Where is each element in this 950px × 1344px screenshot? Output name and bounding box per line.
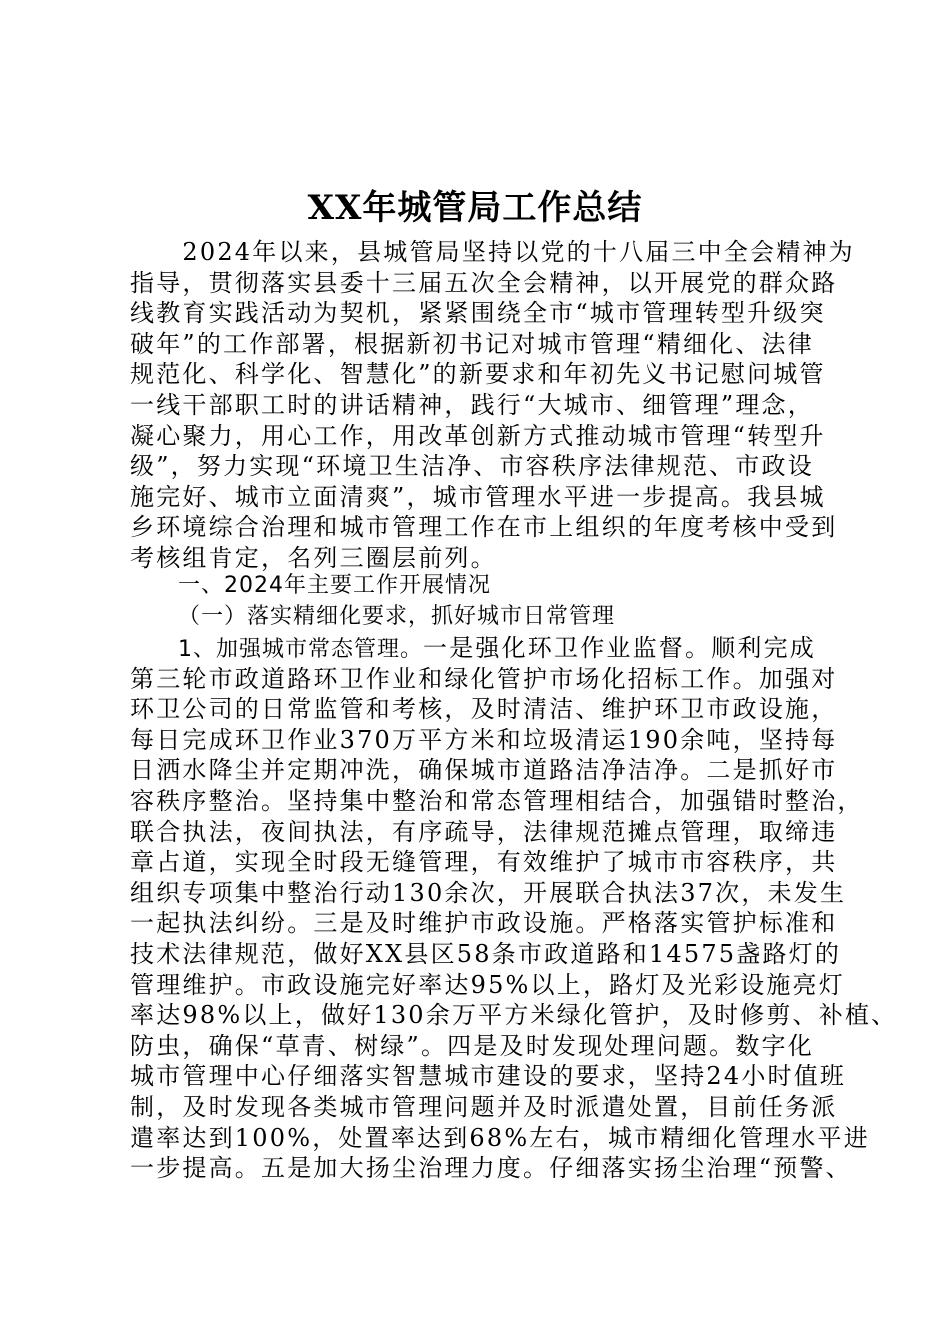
paragraph-line: 规范化、科学化、智慧化”的新要求和年初先义书记慰问城管 bbox=[130, 360, 826, 389]
paragraph-line: 级”，努力实现“环境卫生洁净、市容秩序法律规范、市政设 bbox=[130, 452, 814, 481]
paragraph-line: 破年”的工作部署，根据新初书记对城市管理“精细化、法律 bbox=[130, 329, 814, 358]
paragraph-line: 一线干部职工时的讲话精神，践行“大城市、细管理”理念， bbox=[130, 390, 814, 419]
paragraph-line: 线教育实践活动为契机，紧紧围绕全市“城市管理转型升级突 bbox=[130, 299, 826, 328]
paragraph-line: 凝心聚力，用心工作，用改革创新方式推动城市管理“转型升 bbox=[130, 421, 826, 450]
paragraph-line: 率达98%以上，做好130余万平方米绿化管护，及时修剪、补植、 bbox=[130, 1001, 898, 1030]
paragraph-line: 防虫，确保“草青、树绿”。四是及时发现处理问题。数字化 bbox=[130, 1031, 814, 1060]
item-lead: 1、加强城市常态管理。 bbox=[178, 637, 423, 662]
item-paragraph bbox=[130, 633, 898, 1184]
document-title: XX年城管局工作总结 bbox=[307, 188, 643, 228]
paragraph-line: 容秩序整治。坚持集中整治和常态管理相结合，加强错时整治， bbox=[130, 786, 864, 815]
paragraph-line: 组织专项集中整治行动130余次，开展联合执法37次，未发生 bbox=[130, 878, 847, 907]
paragraph-line: 章占道，实现全时段无缝管理，有效维护了城市市容秩序，共 bbox=[130, 848, 838, 877]
paragraph-line: 联合执法，夜间执法，有序疏导，法律规范摊点管理，取缔违 bbox=[130, 817, 838, 846]
section-heading: 一、2024年主要工作开展情况 bbox=[178, 573, 491, 598]
paragraph-line bbox=[130, 633, 840, 664]
item-first-rest: 一是强化环卫作业监督。顺利完成 bbox=[423, 634, 816, 662]
paragraph-line: 技术法律规范，做好XX县区58条市政道路和14575盏路灯的 bbox=[130, 939, 842, 968]
paragraph-line: 第三轮市政道路环卫作业和绿化管护市场化招标工作。加强对 bbox=[130, 664, 838, 693]
paragraph-line: 遣率达到100%，处置率达到68%左右，城市精细化管理水平进 bbox=[130, 1123, 870, 1152]
paragraph-line: 考核组肯定，名列三圈层前列。 bbox=[130, 543, 497, 572]
paragraph-line: 管理维护。市政设施完好率达95%以上，路灯及光彩设施亮灯 bbox=[130, 970, 845, 999]
paragraph-line: 一步提高。五是加大扬尘治理力度。仔细落实扬尘治理“预警、 bbox=[130, 1154, 852, 1183]
paragraph-line: 环卫公司的日常监管和考核，及时清洁、维护环卫市政设施， bbox=[130, 695, 838, 724]
paragraph-line: 施完好、城市立面清爽”，城市管理水平进一步提高。我县城 bbox=[130, 482, 826, 511]
paragraph-line: 2024年以来，县城管局坚持以党的十八届三中全会精神为 bbox=[130, 238, 855, 266]
subsection-heading: （一）落实精细化要求，抓好城市日常管理 bbox=[178, 604, 616, 629]
paragraph-line: 每日完成环卫作业370万平方米和垃圾清运190余吨，坚持每 bbox=[130, 725, 838, 754]
paragraph-line: 一起执法纠纷。三是及时维护市政设施。严格落实管护标准和 bbox=[130, 909, 838, 938]
paragraph-line: 城市管理中心仔细落实智慧城市建设的要求，坚持24小时值班 bbox=[130, 1062, 847, 1091]
paragraph-line: 指导，贯彻落实县委十三届五次全会精神，以开展党的群众路 bbox=[130, 268, 838, 297]
intro-paragraph bbox=[130, 237, 855, 574]
paragraph-line: 日洒水降尘并定期冲洗，确保城市道路洁净洁净。二是抓好市 bbox=[130, 756, 838, 785]
paragraph-line: 乡环境综合治理和城市管理工作在市上组织的年度考核中受到 bbox=[130, 513, 838, 542]
paragraph-line: 制，及时发现各类城市管理问题并及时派遣处置，目前任务派 bbox=[130, 1092, 838, 1121]
